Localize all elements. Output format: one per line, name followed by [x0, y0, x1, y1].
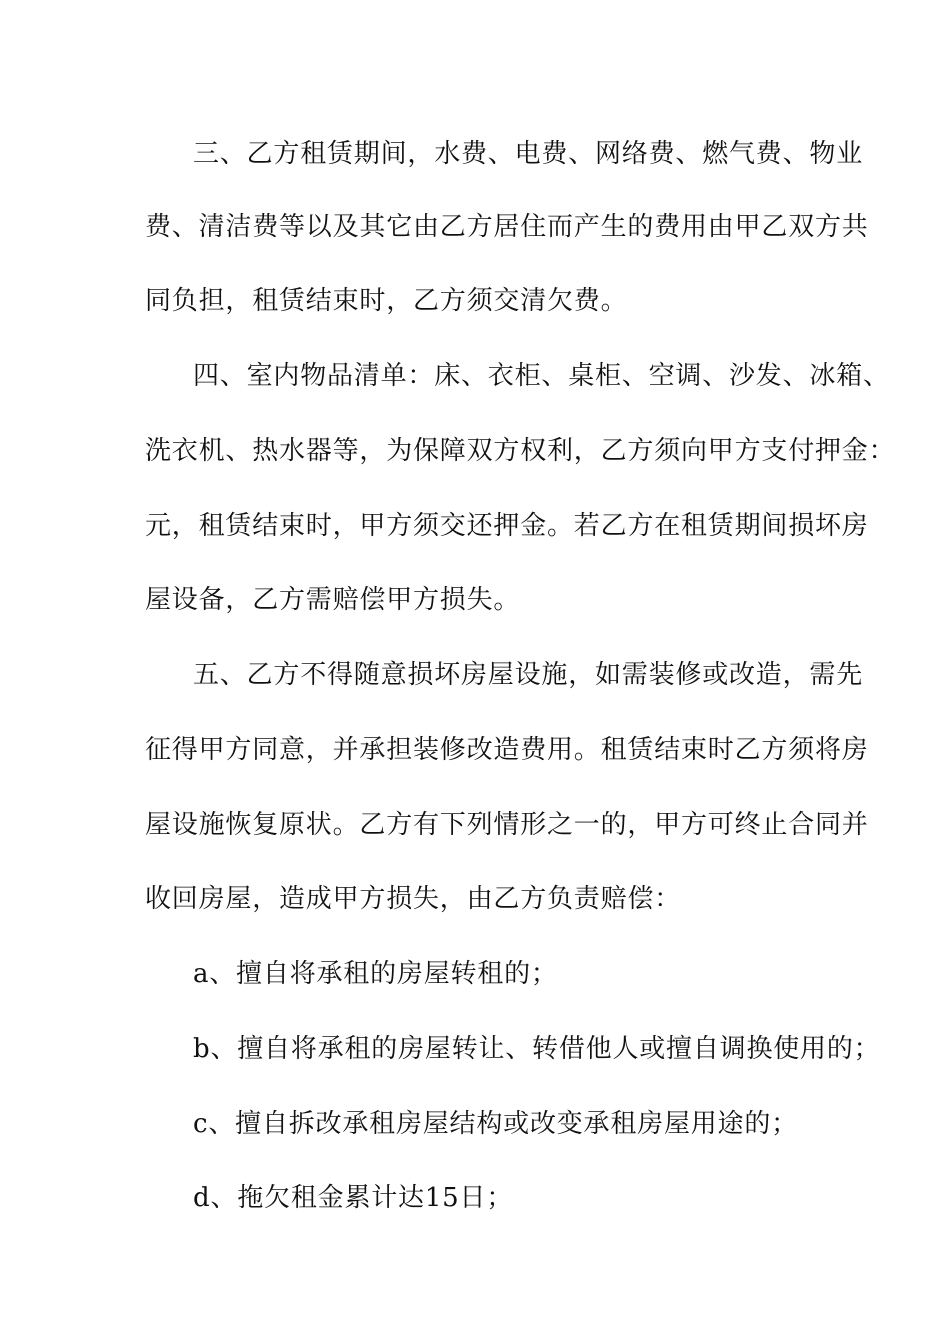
clause-4-line-2: 洗衣机、热水器等，为保障双方权利，乙方须向甲方支付押金：: [145, 436, 896, 466]
clause-5-line-4: 收回房屋，造成甲方损失，由乙方负责赔偿：: [145, 884, 682, 914]
clause-5-line-1: 五、乙方不得随意损坏房屋设施，如需装修或改造，需先: [193, 660, 864, 690]
clause-3-line-3: 同负担，租赁结束时，乙方须交清欠费。: [145, 286, 628, 316]
clause-4-line-3: 元，租赁结束时，甲方须交还押金。若乙方在租赁期间损坏房: [145, 511, 869, 541]
clause-4-line-1: 四、室内物品清单：床、衣柜、桌柜、空调、沙发、冰箱、: [193, 361, 890, 391]
clause-4-line-4: 屋设备，乙方需赔偿甲方损失。: [145, 585, 521, 615]
clause-5-line-3: 屋设施恢复原状。乙方有下列情形之一的，甲方可终止合同并: [145, 810, 869, 840]
list-item-b: b、擅自将承租的房屋转让、转借他人或擅自调换使用的；: [193, 1034, 881, 1064]
clause-5-line-2: 征得甲方同意，并承担装修改造费用。租赁结束时乙方须将房: [145, 735, 869, 765]
list-item-a: a、擅自将承租的房屋转租的；: [193, 959, 558, 989]
clause-3-line-2: 费、清洁费等以及其它由乙方居住而产生的费用由甲乙双方共: [145, 212, 869, 242]
clause-3-line-1: 三、乙方租赁期间，水费、电费、网络费、燃气费、物业: [193, 139, 864, 169]
list-item-c: c、擅自拆改承租房屋结构或改变承租房屋用途的；: [193, 1109, 798, 1139]
list-item-d: d、拖欠租金累计达15日；: [193, 1183, 514, 1213]
